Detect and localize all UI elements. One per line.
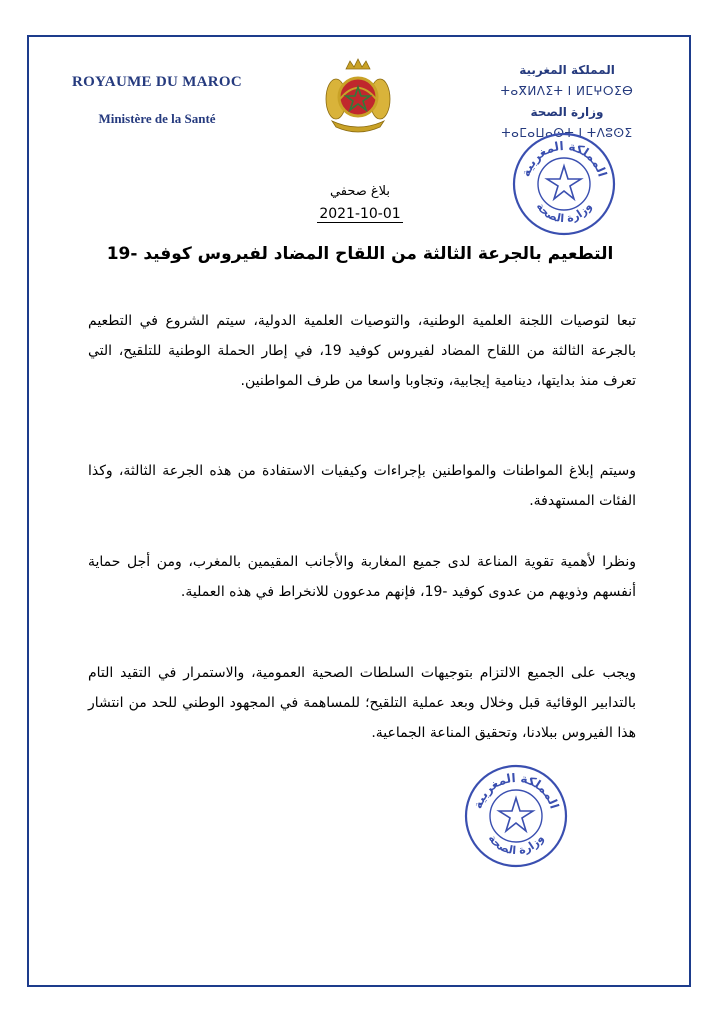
stamp-text-top: المملكة المغربية [470, 770, 562, 811]
paragraph-1: تبعا لتوصيات اللجنة العلمية الوطنية، والتوصيات العلمية الدولية، سيتم الشروع في التطعيم بالجرعة الثالثة من اللقاح المضاد لفيروس كوفيد 19، في إطار الحملة الوطنية للتلقيح، التي تعرف منذ بدايتها، دينامية إيجابية، وتجاوبا واسعا من طرف المواطنين. [88, 313, 636, 389]
paragraph-4: ويجب على الجميع الالتزام بتوجيهات السلطات الصحية العمومية، والاستمرار في التقيد التام بالتدابير الوقائية قبل وخلال وبعد عملية التلقيح؛ للمساهمة في المجهود الوطني للحد من انتشار هذا الفيروس ببلادنا، وتحقيق المناعة الجماعية. [88, 665, 636, 741]
ministry-name-tifinagh: ⵜⴰⵎⴰⵡⴰⵙⵜ ⵏ ⵜⴷⵓⵙⵉ [501, 126, 633, 140]
paragraph-2: وسيتم إبلاغ المواطنات والمواطنين بإجراءات وكيفيات الاستفادة من هذه الجرعة الثالثة، وكذا الفئات المستهدفة. [88, 463, 636, 509]
svg-text:وزارة الصحة [486, 832, 547, 857]
document-title: التطعيم بالجرعة الثالثة من اللقاح المضاد لفيروس كوفيد -19 [106, 244, 614, 264]
ministry-stamp-bottom [462, 762, 570, 870]
stamp-text-top: المملكة المغربية [518, 138, 610, 179]
date-text: 2021-10-01 [319, 206, 401, 222]
ministry-name-fr: Ministère de la Santé [98, 111, 216, 126]
header-french [52, 74, 262, 127]
kingdom-name-tifinagh: ⵜⴰⴳⵍⴷⵉⵜ ⵏ ⵍⵎⵖⵔⵉⴱ [500, 84, 634, 98]
stamp-text-bottom: وزارة الصحة [533, 200, 595, 226]
document-date [0, 206, 720, 222]
kingdom-name-ar: المملكة المغربية [519, 63, 615, 77]
stamp-text-bottom: وزارة الصحة [485, 832, 547, 858]
ministry-name-ar: وزارة الصحة [530, 105, 604, 119]
kingdom-name-fr: ROYAUME DU MAROC [71, 74, 243, 90]
royal-coat-of-arms-emblem [318, 55, 398, 135]
paragraph-3: ونظرا لأهمية تقوية المناعة لدى جميع المغاربة والأجانب المقيمين بالمغرب، ومن أجل حماية أنفسهم وذويهم من عدوى كوفيد -19، فإنهم مدعوون للانخراط في هذه العملية. [88, 554, 636, 600]
document-type: بلاغ صحفي [329, 184, 391, 199]
